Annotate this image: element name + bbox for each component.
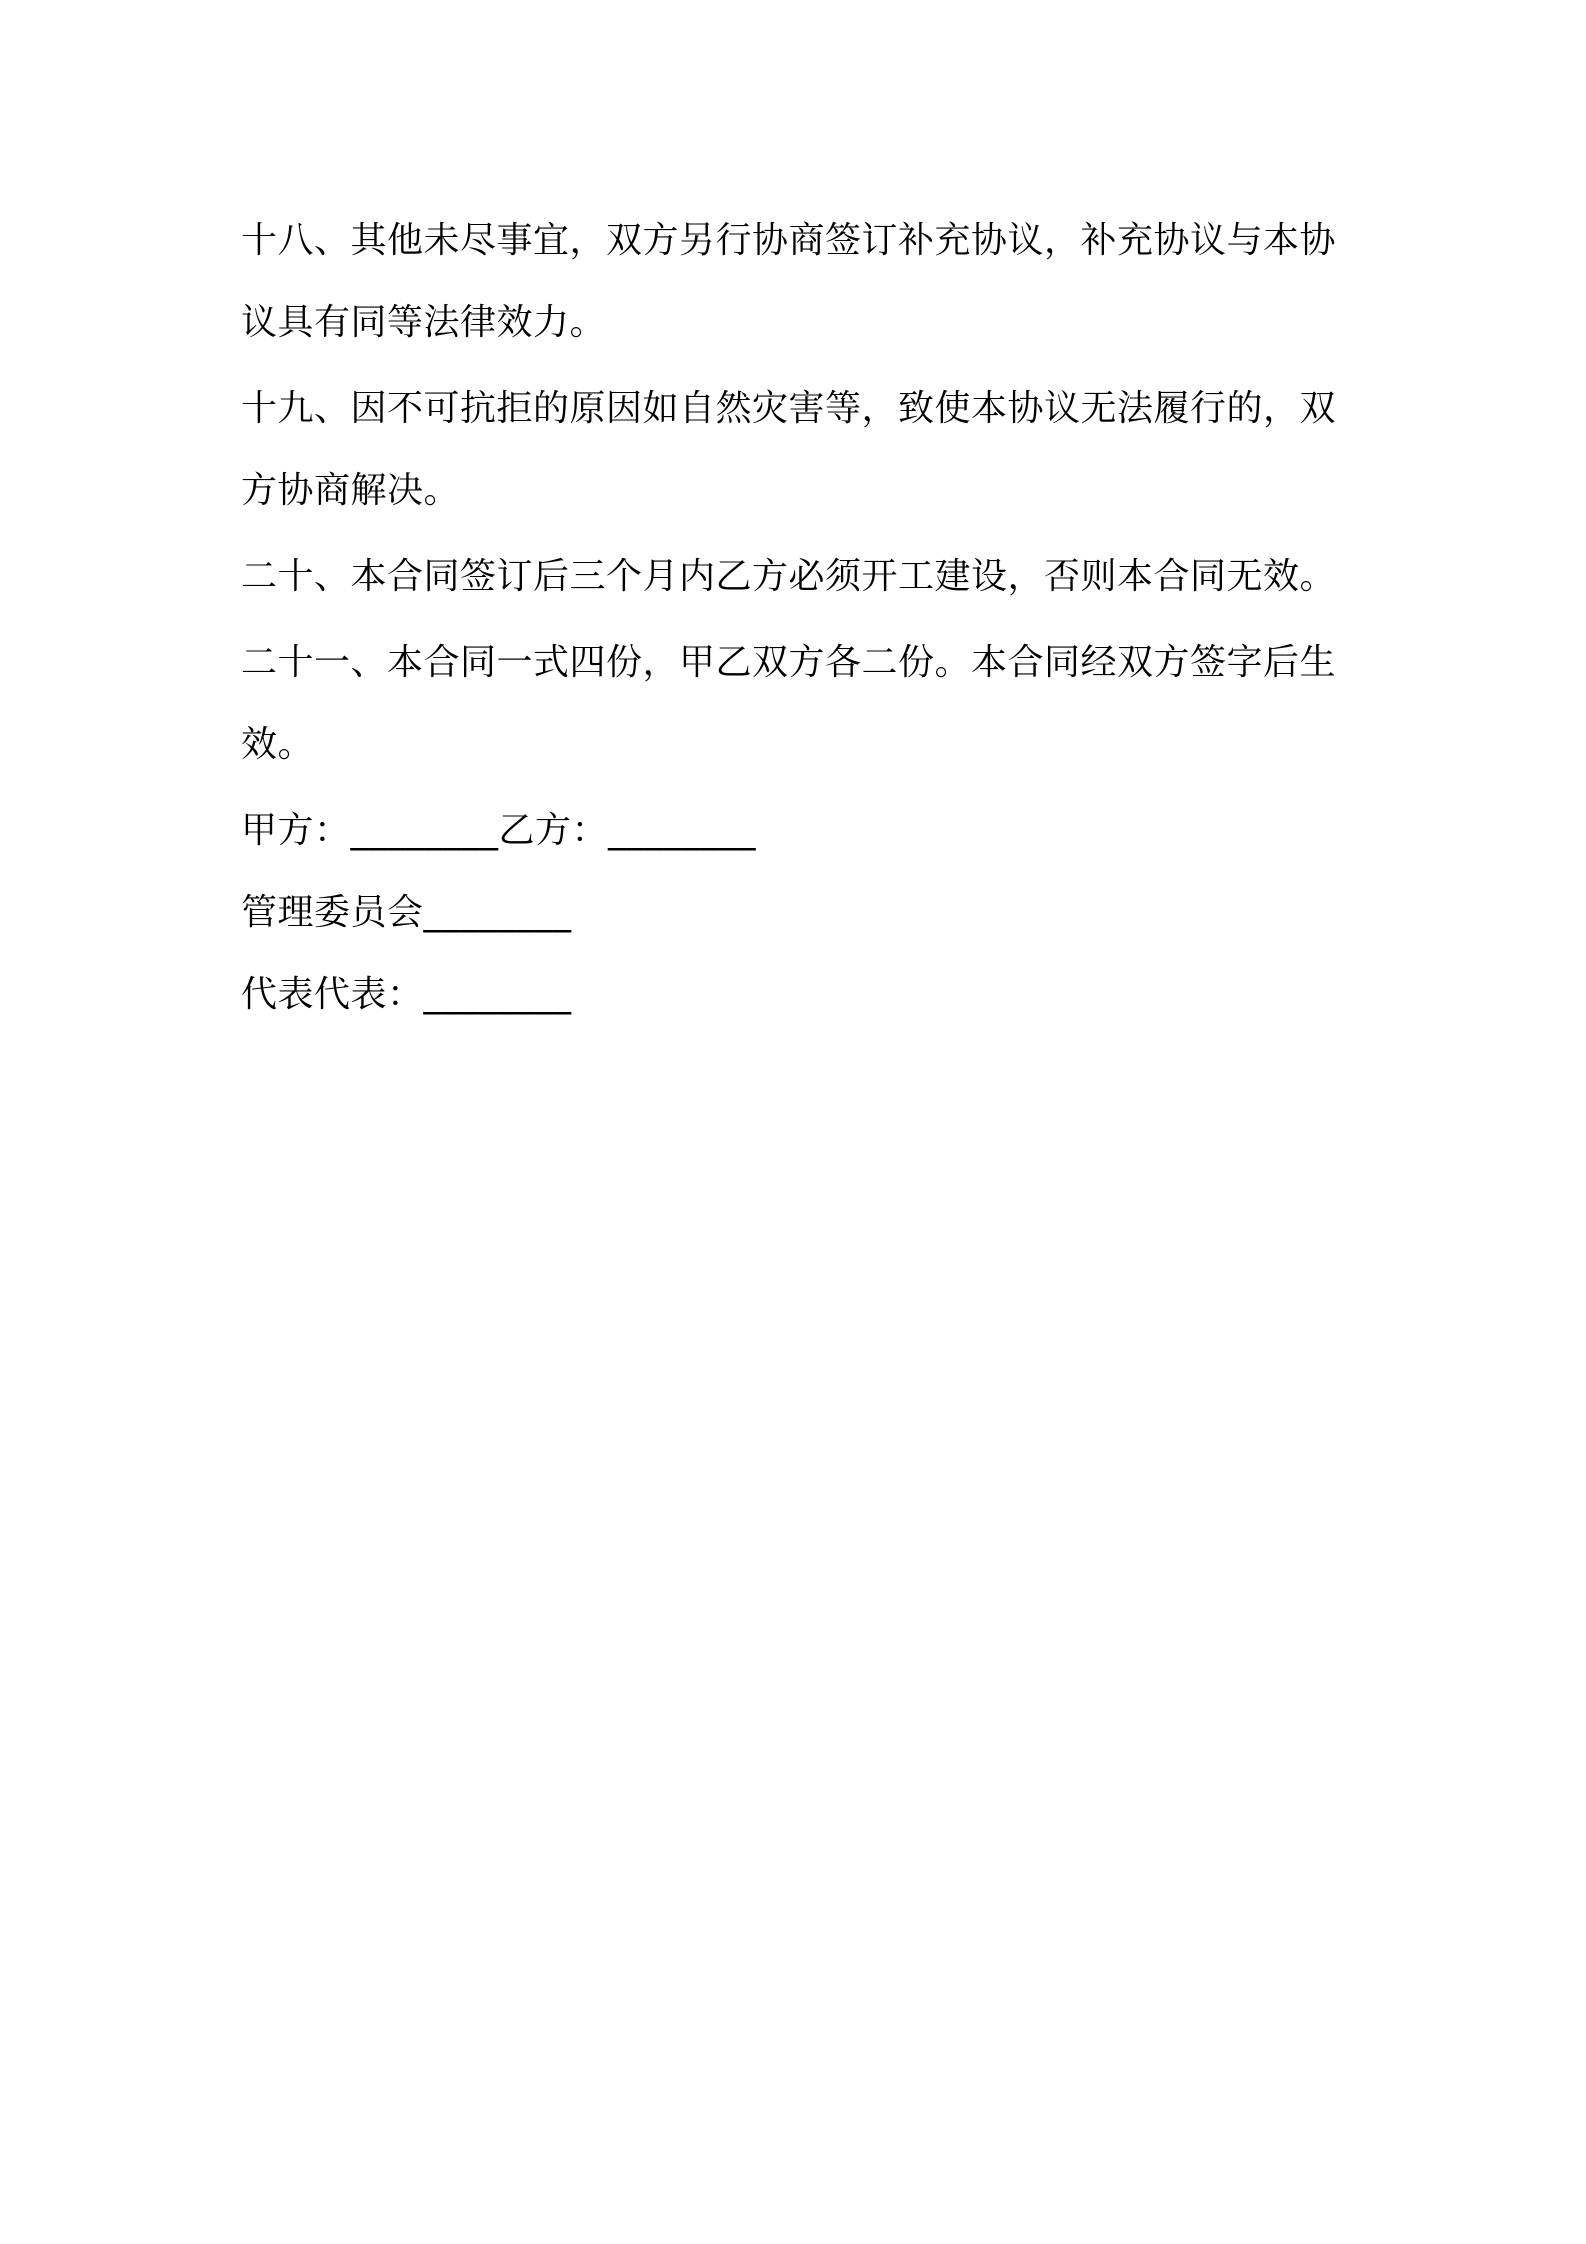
contract-body <box>241 200 1361 1036</box>
representative-signature-line: 代表代表：________ <box>241 974 572 1015</box>
clause-18: 十八、其他未尽事宜，双方另行协商签订补充协议，补充协议与本协议具有同等法律效力。 <box>241 220 1337 343</box>
committee-signature-line: 管理委员会________ <box>241 892 572 933</box>
clause-19: 十九、因不可抗拒的原因如自然灾害等，致使本协议无法履行的，双方协商解决。 <box>241 388 1337 511</box>
party-signature-line: 甲方：________乙方：________ <box>241 810 757 851</box>
clause-20: 二十、本合同签订后三个月内乙方必须开工建设，否则本合同无效。 <box>241 556 1337 597</box>
clause-21: 二十一、本合同一式四份，甲乙双方各二份。本合同经双方签字后生效。 <box>241 642 1337 765</box>
